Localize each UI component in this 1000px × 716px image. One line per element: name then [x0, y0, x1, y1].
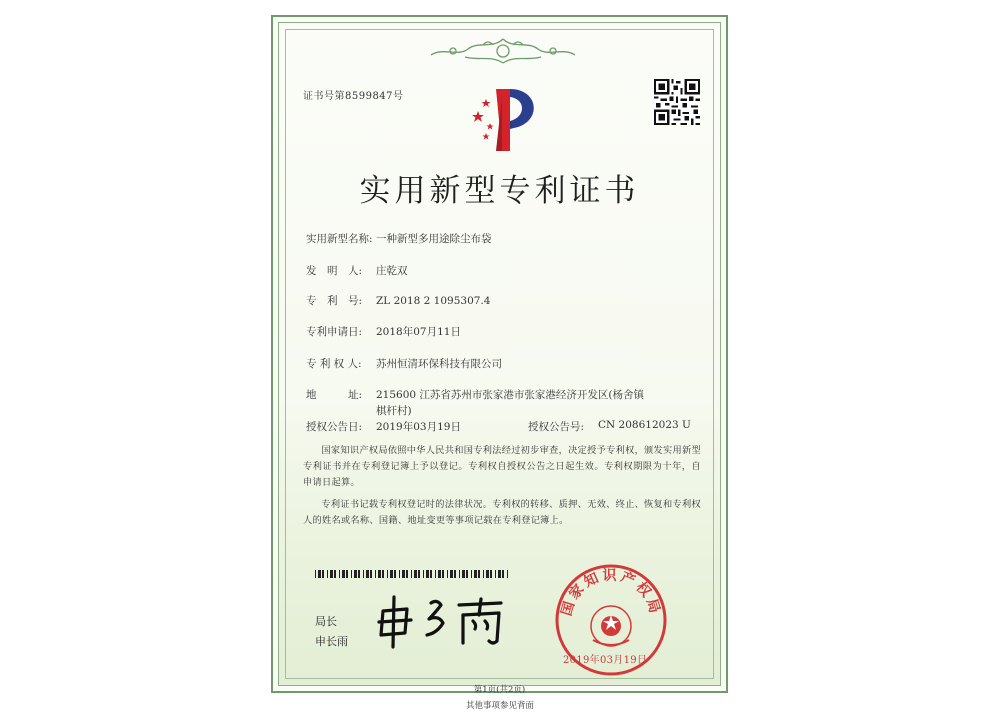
qr-code-icon: [654, 79, 700, 125]
field-label: 专 利 号:: [306, 295, 363, 307]
field-label: 专 利 权 人:: [306, 358, 362, 370]
signature-icon: [373, 589, 513, 649]
patent-certificate: [271, 15, 728, 693]
field-filing-date: [306, 324, 461, 340]
seal-text: 国家知识产权局: [558, 568, 664, 618]
certificate-body: [303, 443, 701, 535]
director-title: 局长: [315, 615, 337, 628]
field-value: 215600 江苏省苏州市张家港市张家港经济开发区(杨舍镇棋杆村): [376, 389, 645, 417]
field-value: 庄乾双: [376, 265, 408, 277]
certificate-number: 证书号第8599847号: [303, 91, 404, 102]
body-paragraph: 国家知识产权局依照中华人民共和国专利法经过初步审查，决定授予专利权，颁发实用新型专利证书并在专利登记簿上予以登记。专利权自授权公告之日起生效。专利权期限为十年，自申请日起算。: [303, 445, 701, 488]
field-label: 授权公告日:: [306, 421, 363, 433]
cnipa-logo-icon: [466, 77, 546, 157]
field-inventor: [306, 263, 408, 279]
footer-note: 其他事项参见背面: [465, 701, 534, 711]
field-value: 2018年07月11日: [376, 326, 461, 338]
seal-date: 2019年03月19日: [563, 655, 648, 666]
field-utility-model-name: [306, 231, 492, 247]
field-value: 苏州恒清环保科技有限公司: [376, 358, 502, 370]
page-number: 第1页(共2页): [473, 685, 526, 695]
field-address: [306, 387, 646, 419]
barcode-icon: [315, 570, 510, 578]
field-value: ZL 2018 2 1095307.4: [376, 295, 491, 307]
field-grant-date: [306, 419, 461, 435]
field-label: 地 址:: [306, 389, 363, 401]
field-grant-number: [528, 419, 691, 434]
field-value: CN 208612023 U: [598, 419, 691, 431]
ornament-icon: [423, 35, 583, 67]
svg-text:国家知识产权局: [558, 567, 663, 618]
field-label: 实用新型名称:: [306, 233, 373, 245]
field-value: 2019年03月19日: [376, 421, 461, 433]
field-label: 授权公告号:: [528, 421, 585, 433]
body-paragraph: 专利证书记载专利权登记时的法律状况。专利权的转移、质押、无效、终止、恢复和专利权人的姓名或名称、国籍、地址变更等事项记载在专利登记簿上。: [303, 499, 701, 526]
field-label: 专利申请日:: [306, 326, 363, 338]
director-name: 申长雨: [315, 635, 348, 648]
certificate-title: 实用新型专利证书: [359, 173, 640, 209]
field-patent-number: [306, 293, 490, 309]
field-value: 一种新型多用途除尘布袋: [376, 233, 492, 245]
field-label: 发 明 人:: [306, 265, 363, 277]
field-patentee: [306, 356, 502, 372]
